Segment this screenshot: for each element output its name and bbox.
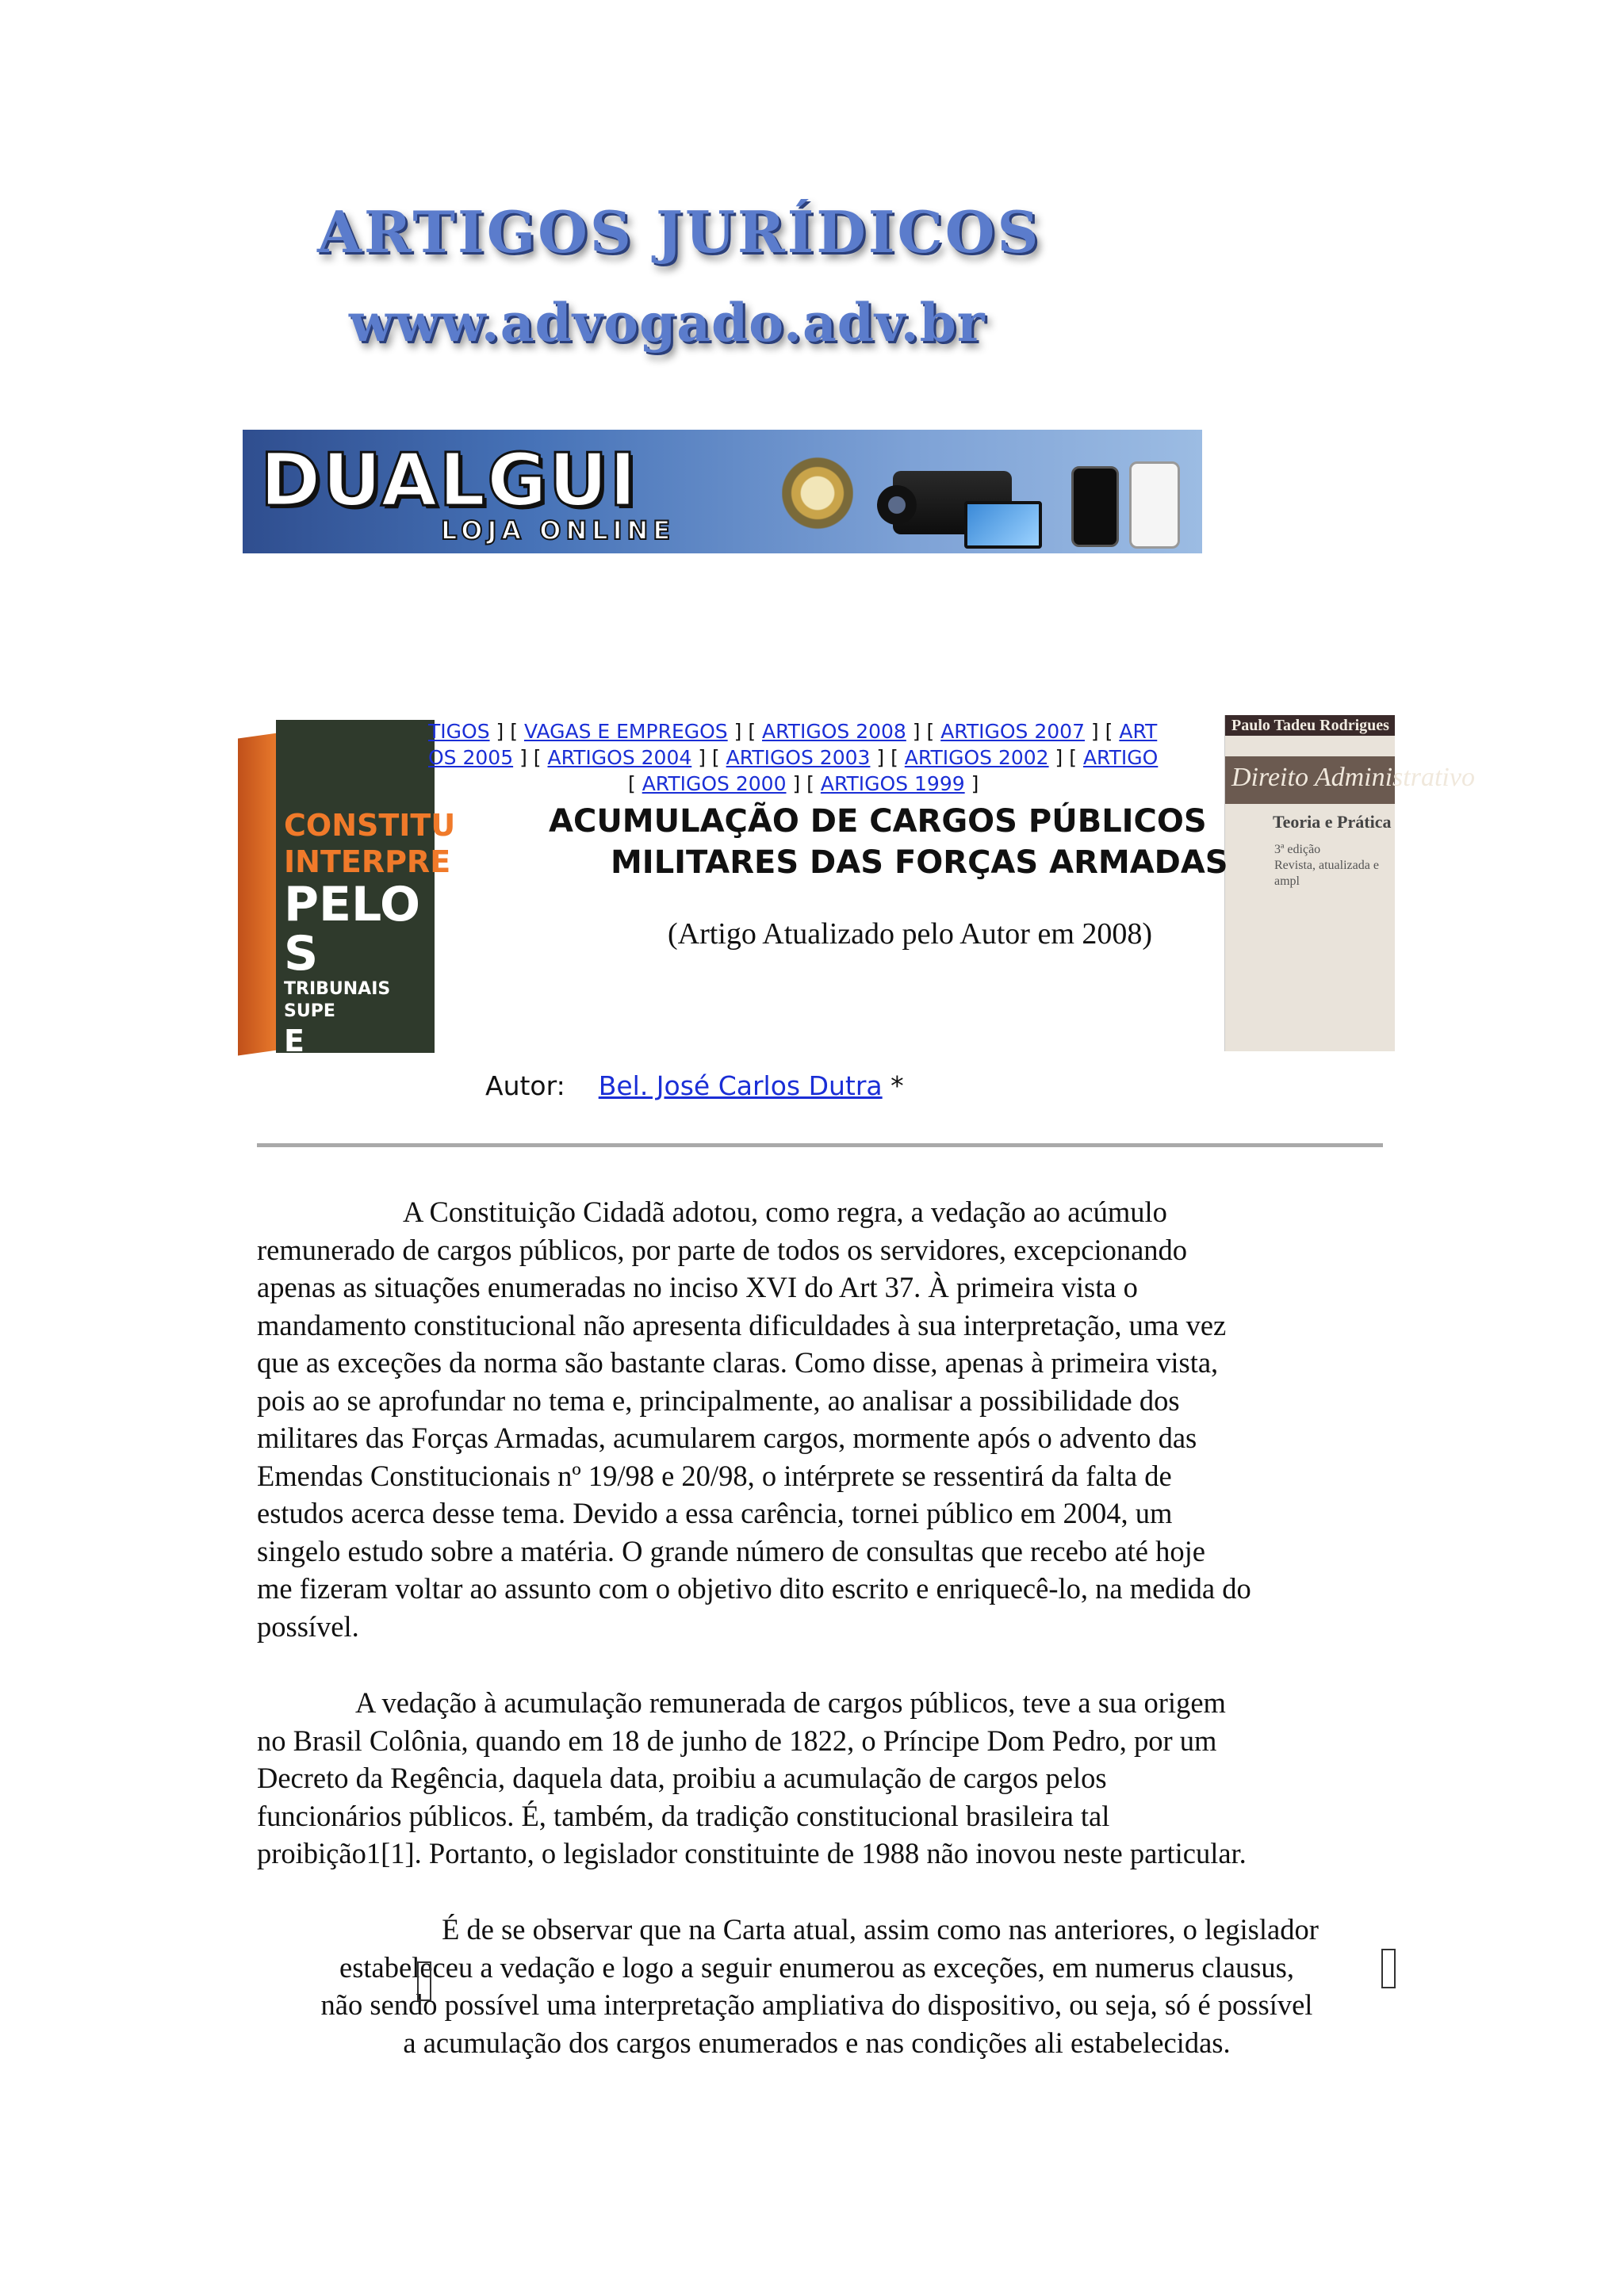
book-author: Paulo Tadeu Rodrigues xyxy=(1231,717,1389,734)
nav-separator: ] [ xyxy=(513,746,548,769)
text-line: remunerado de cargos públicos, por parte de todos os servidores, excepcionando xyxy=(257,1233,1188,1266)
paragraph-3 xyxy=(238,1911,1396,2061)
nav-link[interactable]: VAGAS E EMPREGOS xyxy=(523,720,728,743)
nav-link[interactable]: ARTIGOS 2008 xyxy=(762,720,906,743)
missing-glyph-box xyxy=(417,1961,431,2001)
text-line: Decreto da Regência, daquela data, proibiu a acumulação de cargos pelos xyxy=(257,1762,1107,1794)
book-cover-line: TRIBUNAIS SUPE xyxy=(284,979,391,1021)
nav-link[interactable]: ARTIGO xyxy=(1082,746,1159,769)
text-line: apenas as situações enumeradas no inciso XVI do Art 37. À primeira vista o xyxy=(257,1271,1138,1303)
article-title xyxy=(428,796,1228,883)
book-edition: 3ª edição xyxy=(1274,843,1321,856)
book-cover-line: E TEXTOS L xyxy=(284,1024,416,1131)
author-suffix: * xyxy=(891,1070,904,1101)
site-logo-url: www.advogado.adv.br xyxy=(349,292,986,354)
text-line: Emendas Constitucionais nº 19/98 e 20/98, o intérprete se ressentirá da falta de xyxy=(257,1459,1172,1492)
dualgui-banner[interactable] xyxy=(243,430,1202,553)
nav-link[interactable]: ARTIGOS 2003 xyxy=(726,746,871,769)
nav-separator: ] [ xyxy=(691,746,726,769)
nav-separator: ] [ xyxy=(727,720,763,743)
book-cover-line: CONSTITU xyxy=(284,808,456,843)
book-cover-left[interactable] xyxy=(238,712,456,1131)
nav-line xyxy=(428,744,1158,771)
nav-separator: ] xyxy=(964,772,979,795)
missing-glyph-box xyxy=(1381,1949,1396,1988)
author-row xyxy=(485,1070,904,1101)
text-line: funcionários públicos. É, também, da tradição constitucional brasileira tal xyxy=(257,1799,1110,1832)
book-cover-right[interactable] xyxy=(1224,715,1475,1051)
text-line: que as exceções da norma são bastante claras. Como disse, apenas à primeira vista, xyxy=(257,1346,1219,1379)
text-line: não sendo possível uma interpretação ampliativa do dispositivo, ou seja, só é possível xyxy=(320,1988,1313,2021)
text-line: A Constituição Cidadã adotou, como regra, a vedação ao acúmulo xyxy=(403,1196,1167,1228)
nav-separator: ] [ xyxy=(1084,720,1120,743)
text-line: estudos acerca desse tema. Devido a essa carência, tornei público em 2004, um xyxy=(257,1497,1173,1529)
text-line: mandamento constitucional não apresenta dificuldades à sua interpretação, uma vez xyxy=(257,1308,1227,1341)
nav-link[interactable]: ARTIGOS 2000 xyxy=(642,772,787,795)
text-line: pois ao se aprofundar no tema e, principalmente, ao analisar a possibilidade dos xyxy=(257,1383,1180,1417)
nav-separator: ] [ xyxy=(1048,746,1083,769)
nav-link[interactable]: ARTIGOS 1999 xyxy=(820,772,965,795)
camcorder-lens-image xyxy=(877,485,917,525)
paragraph-1 xyxy=(257,1193,1251,1645)
article-nav xyxy=(428,718,1218,798)
nav-separator: [ xyxy=(628,772,642,795)
text-line: no Brasil Colônia, quando em 18 de junho de 1822, o Príncipe Dom Pedro, por um xyxy=(257,1724,1217,1757)
article-title-line: MILITARES DAS FORÇAS ARMADAS xyxy=(611,844,1228,881)
divider xyxy=(257,1143,1383,1147)
nav-separator: ] [ xyxy=(906,720,941,743)
updated-note: (Artigo Atualizado pelo Autor em 2008) xyxy=(668,917,1153,951)
text-line: a acumulação dos cargos enumerados e nas condições ali estabelecidas. xyxy=(403,2026,1231,2059)
nav-separator: ] [ xyxy=(786,772,821,795)
nav-line xyxy=(428,718,1157,744)
text-line: militares das Forças Armadas, acumularem cargos, mormente após o advento das xyxy=(257,1422,1197,1454)
text-line: singelo estudo sobre a matéria. O grande número de consultas que recebo até hoje xyxy=(257,1534,1205,1567)
nav-link[interactable]: ARTIGOS 2004 xyxy=(547,746,692,769)
author-label: Autor: xyxy=(485,1070,565,1101)
nav-link[interactable]: OS 2005 xyxy=(428,746,514,769)
book-spine xyxy=(238,733,278,1055)
book-cover-line: INTERPRE xyxy=(284,844,451,879)
nav-separator: ] [ xyxy=(870,746,905,769)
book-cover-line: PELO S xyxy=(284,877,421,982)
text-line: A vedação à acumulação remunerada de cargos públicos, teve a sua origem xyxy=(355,1686,1226,1719)
nav-line xyxy=(628,771,979,797)
phone-white-image xyxy=(1129,461,1180,549)
nav-link[interactable]: ART xyxy=(1119,720,1158,743)
banner-subtitle: LOJA ONLINE xyxy=(441,515,676,545)
text-line: É de se observar que na Carta atual, assim como nas anteriores, o legislador xyxy=(442,1913,1319,1946)
nav-link[interactable]: TIGOS xyxy=(428,720,490,743)
phone-black-image xyxy=(1071,466,1119,547)
text-line: me fizeram voltar ao assunto com o objetivo dito escrito e enriquecê-lo, na medida do xyxy=(257,1572,1251,1605)
nav-link[interactable]: ARTIGOS 2007 xyxy=(940,720,1085,743)
display-image xyxy=(964,501,1042,549)
article-title-line: ACUMULAÇÃO DE CARGOS PÚBLICOS xyxy=(549,803,1207,840)
text-line: possível. xyxy=(257,1609,359,1643)
banner-brand: DUALGUI xyxy=(260,438,638,522)
author-link[interactable]: Bel. José Carlos Dutra xyxy=(598,1070,883,1101)
book-edition-note: Revista, atualizada e ampl xyxy=(1274,859,1379,888)
text-line: estabeleceu a vedação e logo a seguir enumerou as exceções, em numerus clausus, xyxy=(339,1950,1294,1984)
book-subtitle: Teoria e Prática xyxy=(1273,812,1392,832)
text-line: proibição1[1]. Portanto, o legislador constituinte de 1988 não inovou neste particular. xyxy=(257,1837,1247,1869)
nav-separator: ] [ xyxy=(489,720,524,743)
site-logo-title: ARTIGOS JURÍDICOS xyxy=(317,198,1041,266)
nav-link[interactable]: ARTIGOS 2002 xyxy=(904,746,1049,769)
book-title: Direito Administrativo xyxy=(1231,763,1475,792)
watch-image xyxy=(782,447,853,539)
paragraph-2 xyxy=(257,1684,1247,1873)
